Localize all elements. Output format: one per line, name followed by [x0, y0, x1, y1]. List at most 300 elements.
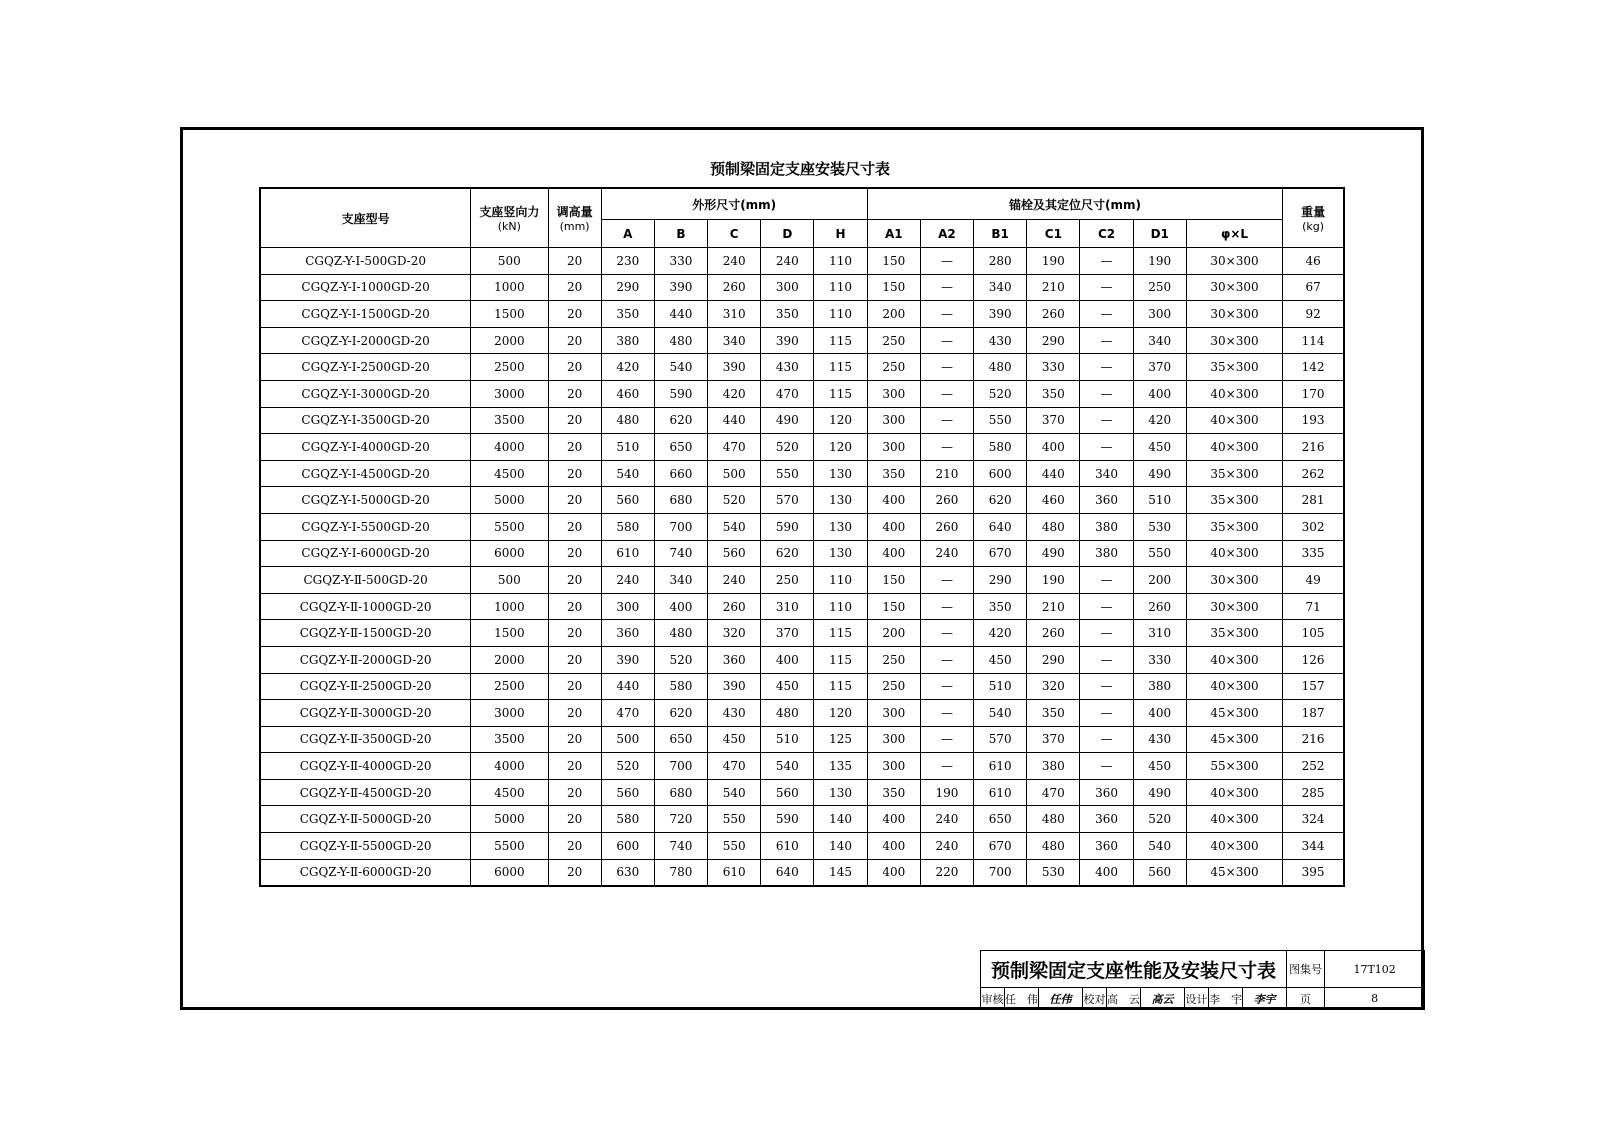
table-row — [260, 646, 1344, 673]
table-cell: 290 — [974, 567, 1027, 594]
designer-name: 李 宇 — [1209, 988, 1243, 1010]
table-cell: 300 — [867, 726, 920, 753]
table-cell: 20 — [548, 354, 601, 381]
table-cell: 3500 — [471, 726, 548, 753]
model-cell: CGQZ-Y-Ⅱ-4500GD-20 — [260, 779, 471, 806]
table-cell: 240 — [920, 806, 973, 833]
table-cell: — — [920, 380, 973, 407]
table-cell: 310 — [1133, 620, 1186, 647]
table-cell: 45×300 — [1186, 726, 1282, 753]
table-cell: 680 — [654, 779, 707, 806]
table-cell: 450 — [1133, 434, 1186, 461]
table-cell: 520 — [601, 753, 654, 780]
table-cell: — — [1080, 753, 1133, 780]
table-cell: — — [1080, 700, 1133, 727]
table-cell: 115 — [814, 646, 867, 673]
table-cell: 600 — [974, 460, 1027, 487]
table-cell: — — [920, 327, 973, 354]
header-col-9: C2 — [1080, 220, 1133, 248]
table-cell: 370 — [1027, 407, 1080, 434]
header-col-7: B1 — [974, 220, 1027, 248]
design-label: 设计 — [1185, 988, 1209, 1010]
table-cell: 540 — [761, 753, 814, 780]
table-row — [260, 407, 1344, 434]
table-cell: — — [1080, 726, 1133, 753]
table-cell: 480 — [761, 700, 814, 727]
table-cell: — — [1080, 301, 1133, 328]
table-cell: 340 — [974, 274, 1027, 301]
table-row — [260, 274, 1344, 301]
table-cell: 380 — [1027, 753, 1080, 780]
table-cell: 540 — [708, 513, 761, 540]
table-cell: 550 — [708, 806, 761, 833]
table-cell: 2500 — [471, 673, 548, 700]
table-cell: 40×300 — [1186, 673, 1282, 700]
table-row — [260, 487, 1344, 514]
table-cell: 3000 — [471, 380, 548, 407]
header-col-2: C — [708, 220, 761, 248]
table-cell: 480 — [974, 354, 1027, 381]
table-cell: 550 — [708, 833, 761, 860]
table-cell: 290 — [1027, 327, 1080, 354]
table-cell: — — [1080, 673, 1133, 700]
table-cell: 360 — [1080, 806, 1133, 833]
table-cell: 620 — [761, 540, 814, 567]
table-cell: 490 — [1133, 460, 1186, 487]
table-cell: 395 — [1283, 859, 1344, 886]
table-cell: — — [1080, 646, 1133, 673]
header-col-8: C1 — [1027, 220, 1080, 248]
header-col-4: H — [814, 220, 867, 248]
model-cell: CGQZ-Y-Ⅰ-5000GD-20 — [260, 487, 471, 514]
table-cell: 300 — [867, 434, 920, 461]
table-cell: 30×300 — [1186, 248, 1282, 275]
table-cell: 470 — [601, 700, 654, 727]
header-weight: 重量 (kg) — [1283, 188, 1344, 248]
table-cell: 540 — [708, 779, 761, 806]
table-cell: 600 — [601, 833, 654, 860]
model-cell: CGQZ-Y-Ⅰ-2000GD-20 — [260, 327, 471, 354]
table-cell: 510 — [761, 726, 814, 753]
table-cell: 530 — [1133, 513, 1186, 540]
table-cell: 3000 — [471, 700, 548, 727]
table-cell: 510 — [1133, 487, 1186, 514]
table-cell: 370 — [761, 620, 814, 647]
table-cell: 360 — [1080, 833, 1133, 860]
table-cell: 300 — [867, 380, 920, 407]
table-cell: 35×300 — [1186, 460, 1282, 487]
table-cell: 450 — [1133, 753, 1186, 780]
table-cell: 720 — [654, 806, 707, 833]
table-cell: 500 — [708, 460, 761, 487]
table-cell: 20 — [548, 380, 601, 407]
table-cell: 350 — [1027, 380, 1080, 407]
table-cell: 380 — [1080, 540, 1133, 567]
table-cell: 260 — [708, 593, 761, 620]
table-cell: 20 — [548, 327, 601, 354]
table-cell: 20 — [548, 407, 601, 434]
table-cell: 142 — [1283, 354, 1344, 381]
table-cell: 252 — [1283, 753, 1344, 780]
table-cell: 560 — [1133, 859, 1186, 886]
table-cell: — — [920, 593, 973, 620]
table-cell: 20 — [548, 859, 601, 886]
table-cell: 145 — [814, 859, 867, 886]
table-cell: 240 — [708, 567, 761, 594]
table-cell: 45×300 — [1186, 700, 1282, 727]
table-cell: 240 — [920, 540, 973, 567]
table-cell: 20 — [548, 248, 601, 275]
table-cell: 230 — [601, 248, 654, 275]
table-cell: 700 — [654, 753, 707, 780]
table-cell: 400 — [1133, 700, 1186, 727]
table-cell: 590 — [761, 513, 814, 540]
table-cell: 560 — [708, 540, 761, 567]
table-cell: 390 — [654, 274, 707, 301]
table-cell: 260 — [708, 274, 761, 301]
table-cell: 110 — [814, 301, 867, 328]
table-cell: — — [1080, 567, 1133, 594]
table-cell: 610 — [974, 753, 1027, 780]
table-cell: 20 — [548, 806, 601, 833]
table-cell: — — [920, 726, 973, 753]
table-cell: 460 — [1027, 487, 1080, 514]
table-cell: 1000 — [471, 593, 548, 620]
table-cell: 330 — [654, 248, 707, 275]
table-cell: 55×300 — [1186, 753, 1282, 780]
table-cell: 320 — [708, 620, 761, 647]
table-cell: 6000 — [471, 540, 548, 567]
table-cell: 120 — [814, 700, 867, 727]
drawing-title: 预制梁固定支座性能及安装尺寸表 — [981, 951, 1287, 988]
table-cell: 30×300 — [1186, 301, 1282, 328]
table-cell: — — [1080, 434, 1133, 461]
table-cell: — — [920, 753, 973, 780]
table-cell: 650 — [974, 806, 1027, 833]
table-cell: 40×300 — [1186, 407, 1282, 434]
model-cell: CGQZ-Y-Ⅰ-4000GD-20 — [260, 434, 471, 461]
table-cell: 530 — [1027, 859, 1080, 886]
table-cell: 250 — [867, 646, 920, 673]
table-title: 预制梁固定支座安装尺寸表 — [709, 160, 890, 178]
table-cell: 400 — [867, 806, 920, 833]
table-cell: 380 — [1080, 513, 1133, 540]
table-cell: 590 — [761, 806, 814, 833]
table-cell: — — [1080, 407, 1133, 434]
table-cell: 400 — [867, 540, 920, 567]
table-cell: 110 — [814, 274, 867, 301]
table-cell: 360 — [1080, 779, 1133, 806]
table-cell: — — [920, 646, 973, 673]
table-cell: 260 — [1133, 593, 1186, 620]
table-cell: 250 — [761, 567, 814, 594]
table-cell: 370 — [1027, 726, 1080, 753]
dimension-table — [259, 187, 1345, 887]
table-cell: — — [1080, 274, 1133, 301]
table-cell: 330 — [1133, 646, 1186, 673]
table-cell: 5000 — [471, 487, 548, 514]
table-cell: 67 — [1283, 274, 1344, 301]
table-cell: 300 — [867, 407, 920, 434]
table-cell: 190 — [1027, 567, 1080, 594]
table-cell: 240 — [708, 248, 761, 275]
table-cell: 240 — [601, 567, 654, 594]
table-cell: 440 — [1027, 460, 1080, 487]
table-cell: 620 — [654, 700, 707, 727]
table-cell: 260 — [920, 487, 973, 514]
table-cell: 450 — [761, 673, 814, 700]
table-cell: — — [920, 274, 973, 301]
model-cell: CGQZ-Y-Ⅱ-6000GD-20 — [260, 859, 471, 886]
page-number: 8 — [1325, 988, 1425, 1010]
table-row — [260, 540, 1344, 567]
table-row — [260, 567, 1344, 594]
table-cell: — — [920, 700, 973, 727]
model-cell: CGQZ-Y-Ⅰ-2500GD-20 — [260, 354, 471, 381]
table-cell: 250 — [1133, 274, 1186, 301]
table-cell: 400 — [1027, 434, 1080, 461]
table-cell: 4000 — [471, 753, 548, 780]
table-cell: 216 — [1283, 434, 1344, 461]
model-cell: CGQZ-Y-Ⅱ-4000GD-20 — [260, 753, 471, 780]
table-cell: 110 — [814, 248, 867, 275]
table-cell: 340 — [1080, 460, 1133, 487]
table-cell: 35×300 — [1186, 354, 1282, 381]
table-cell: 460 — [601, 380, 654, 407]
table-cell: 220 — [920, 859, 973, 886]
table-cell: 300 — [867, 700, 920, 727]
table-cell: 110 — [814, 567, 867, 594]
table-cell: 420 — [601, 354, 654, 381]
table-cell: 49 — [1283, 567, 1344, 594]
header-shape-group: 外形尺寸(mm) — [601, 188, 867, 220]
table-cell: 580 — [654, 673, 707, 700]
table-cell: 340 — [708, 327, 761, 354]
table-cell: 400 — [867, 513, 920, 540]
table-cell: 700 — [974, 859, 1027, 886]
table-cell: 470 — [761, 380, 814, 407]
table-cell: 190 — [920, 779, 973, 806]
table-cell: 110 — [814, 593, 867, 620]
table-cell: 324 — [1283, 806, 1344, 833]
table-cell: 400 — [867, 487, 920, 514]
table-cell: 20 — [548, 460, 601, 487]
table-cell: 300 — [601, 593, 654, 620]
table-cell: 430 — [708, 700, 761, 727]
table-cell: — — [920, 248, 973, 275]
table-cell: 390 — [708, 673, 761, 700]
table-cell: 380 — [601, 327, 654, 354]
table-cell: 490 — [1133, 779, 1186, 806]
model-cell: CGQZ-Y-Ⅱ-2000GD-20 — [260, 646, 471, 673]
table-cell: 400 — [654, 593, 707, 620]
table-cell: 1500 — [471, 301, 548, 328]
table-cell: 120 — [814, 434, 867, 461]
table-cell: 620 — [974, 487, 1027, 514]
table-cell: 610 — [708, 859, 761, 886]
table-cell: 360 — [601, 620, 654, 647]
table-cell: 660 — [654, 460, 707, 487]
table-cell: 540 — [654, 354, 707, 381]
table-cell: 680 — [654, 487, 707, 514]
checker-name: 高 云 — [1107, 988, 1141, 1010]
header-col-6: A2 — [920, 220, 973, 248]
table-cell: 560 — [761, 779, 814, 806]
table-cell: 210 — [1027, 274, 1080, 301]
table-cell: 46 — [1283, 248, 1344, 275]
table-cell: 480 — [601, 407, 654, 434]
table-row — [260, 248, 1344, 275]
table-cell: 20 — [548, 513, 601, 540]
table-cell: 260 — [920, 513, 973, 540]
table-cell: 540 — [1133, 833, 1186, 860]
table-cell: 350 — [1027, 700, 1080, 727]
table-cell: 150 — [867, 248, 920, 275]
table-row — [260, 513, 1344, 540]
table-cell: 5000 — [471, 806, 548, 833]
table-cell: — — [920, 301, 973, 328]
review-label: 审核 — [981, 988, 1005, 1010]
table-cell: 440 — [601, 673, 654, 700]
table-cell: 190 — [1133, 248, 1186, 275]
table-cell: 130 — [814, 513, 867, 540]
table-cell: 440 — [654, 301, 707, 328]
model-cell: CGQZ-Y-Ⅰ-3000GD-20 — [260, 380, 471, 407]
table-cell: 300 — [1133, 301, 1186, 328]
table-cell: — — [1080, 593, 1133, 620]
table-cell: 200 — [867, 301, 920, 328]
table-cell: 650 — [654, 434, 707, 461]
table-cell: 350 — [601, 301, 654, 328]
model-cell: CGQZ-Y-Ⅱ-1000GD-20 — [260, 593, 471, 620]
table-cell: 20 — [548, 567, 601, 594]
table-cell: 520 — [708, 487, 761, 514]
table-cell: 640 — [974, 513, 1027, 540]
model-cell: CGQZ-Y-Ⅰ-6000GD-20 — [260, 540, 471, 567]
table-row — [260, 380, 1344, 407]
table-cell: 400 — [867, 859, 920, 886]
table-cell: 610 — [761, 833, 814, 860]
checker-signature: 高云 — [1141, 988, 1185, 1010]
table-cell: 200 — [1133, 567, 1186, 594]
table-cell: 200 — [867, 620, 920, 647]
reviewer-signature: 任伟 — [1039, 988, 1083, 1010]
table-cell: 216 — [1283, 726, 1344, 753]
table-cell: 45×300 — [1186, 859, 1282, 886]
table-cell: 620 — [654, 407, 707, 434]
table-cell: 550 — [761, 460, 814, 487]
model-cell: CGQZ-Y-Ⅱ-3500GD-20 — [260, 726, 471, 753]
table-cell: 115 — [814, 380, 867, 407]
table-cell: 430 — [974, 327, 1027, 354]
table-cell: 302 — [1283, 513, 1344, 540]
table-cell: 310 — [708, 301, 761, 328]
table-cell: 281 — [1283, 487, 1344, 514]
table-cell: 210 — [920, 460, 973, 487]
table-cell: 550 — [1133, 540, 1186, 567]
table-cell: 335 — [1283, 540, 1344, 567]
table-cell: 2500 — [471, 354, 548, 381]
table-cell: 400 — [1080, 859, 1133, 886]
table-cell: 650 — [654, 726, 707, 753]
table-row — [260, 327, 1344, 354]
table-cell: 610 — [601, 540, 654, 567]
table-cell: 420 — [708, 380, 761, 407]
table-cell: 570 — [974, 726, 1027, 753]
table-cell: 130 — [814, 460, 867, 487]
table-cell: 125 — [814, 726, 867, 753]
table-cell: 490 — [1027, 540, 1080, 567]
table-cell: 430 — [1133, 726, 1186, 753]
table-cell: 40×300 — [1186, 779, 1282, 806]
model-cell: CGQZ-Y-Ⅰ-3500GD-20 — [260, 407, 471, 434]
table-cell: 370 — [1133, 354, 1186, 381]
table-row — [260, 806, 1344, 833]
table-cell: 40×300 — [1186, 833, 1282, 860]
table-row — [260, 620, 1344, 647]
table-cell: 420 — [974, 620, 1027, 647]
table-cell: 480 — [1027, 806, 1080, 833]
table-row — [260, 593, 1344, 620]
table-cell: 560 — [601, 487, 654, 514]
model-cell: CGQZ-Y-Ⅰ-1000GD-20 — [260, 274, 471, 301]
table-cell: 30×300 — [1186, 593, 1282, 620]
table-cell: 344 — [1283, 833, 1344, 860]
header-col-11: φ×L — [1186, 220, 1282, 248]
table-cell: 30×300 — [1186, 274, 1282, 301]
table-cell: 480 — [1027, 833, 1080, 860]
table-cell: 5500 — [471, 513, 548, 540]
table-cell: 35×300 — [1186, 513, 1282, 540]
table-cell: 20 — [548, 646, 601, 673]
table-cell: 540 — [601, 460, 654, 487]
header-col-3: D — [761, 220, 814, 248]
table-cell: 262 — [1283, 460, 1344, 487]
table-cell: 20 — [548, 726, 601, 753]
table-cell: 500 — [471, 567, 548, 594]
table-cell: 150 — [867, 593, 920, 620]
table-cell: 590 — [654, 380, 707, 407]
table-cell: 550 — [974, 407, 1027, 434]
table-cell: 350 — [974, 593, 1027, 620]
atlas-label: 图集号 — [1287, 951, 1325, 988]
table-cell: 580 — [601, 513, 654, 540]
table-cell: 340 — [1133, 327, 1186, 354]
table-cell: 250 — [867, 354, 920, 381]
table-cell: 390 — [974, 301, 1027, 328]
table-cell: 20 — [548, 779, 601, 806]
table-cell: 470 — [1027, 779, 1080, 806]
table-cell: 390 — [708, 354, 761, 381]
table-cell: 390 — [601, 646, 654, 673]
table-cell: 610 — [974, 779, 1027, 806]
model-cell: CGQZ-Y-Ⅱ-3000GD-20 — [260, 700, 471, 727]
table-cell: 115 — [814, 620, 867, 647]
table-cell: 40×300 — [1186, 380, 1282, 407]
model-cell: CGQZ-Y-Ⅱ-1500GD-20 — [260, 620, 471, 647]
table-cell: 40×300 — [1186, 646, 1282, 673]
header-anchor-group: 锚栓及其定位尺寸(mm) — [867, 188, 1283, 220]
page-label: 页 — [1287, 988, 1325, 1010]
table-cell: 3500 — [471, 407, 548, 434]
table-cell: 40×300 — [1186, 540, 1282, 567]
table-cell: 560 — [601, 779, 654, 806]
table-row — [260, 354, 1344, 381]
table-row — [260, 460, 1344, 487]
table-cell: 20 — [548, 540, 601, 567]
table-cell: 120 — [814, 407, 867, 434]
table-cell: 4000 — [471, 434, 548, 461]
